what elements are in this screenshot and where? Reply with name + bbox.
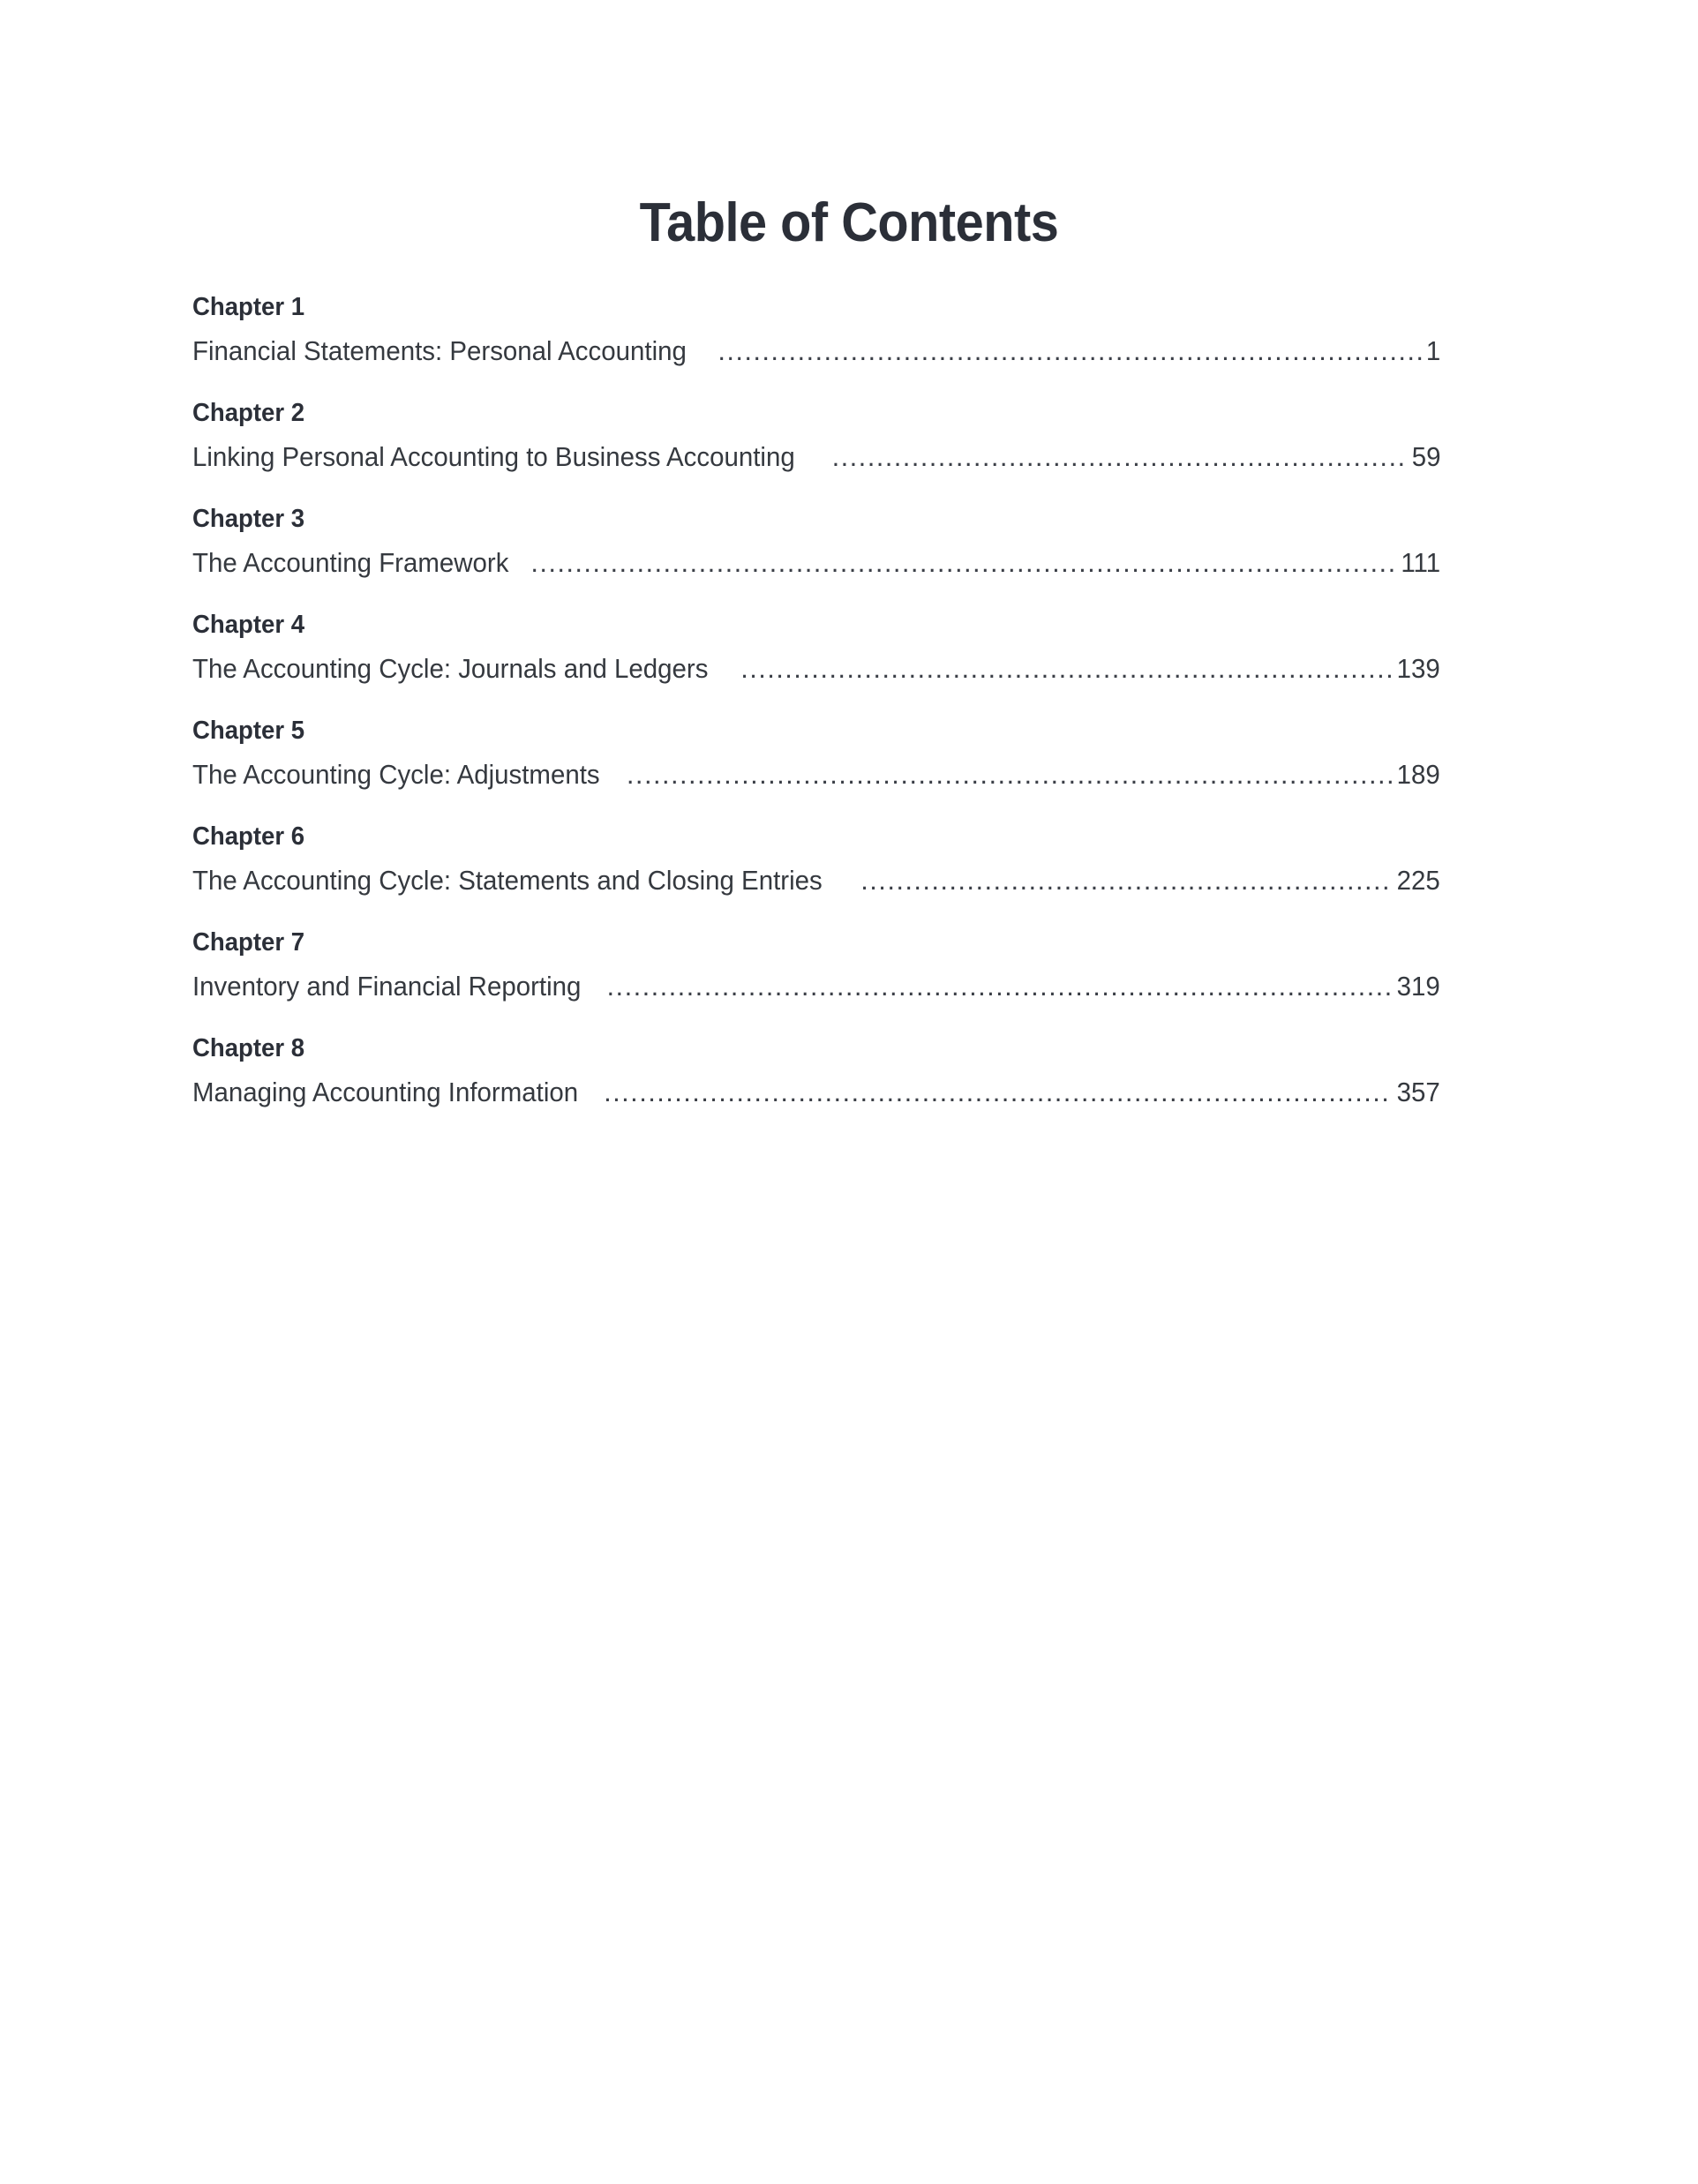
page-number: 139	[1396, 653, 1440, 684]
toc-entry[interactable]	[192, 507, 1440, 576]
dot-leader	[627, 761, 1393, 788]
toc-line[interactable]	[192, 655, 1440, 682]
page-number: 357	[1396, 1077, 1440, 1107]
toc-line[interactable]	[192, 1078, 1440, 1106]
toc-line[interactable]	[192, 972, 1440, 1000]
page-title: Table of Contents	[639, 191, 1059, 253]
toc-entry[interactable]	[192, 824, 1440, 894]
toc-entry[interactable]	[192, 1036, 1440, 1106]
chapter-label: Chapter 4	[192, 611, 305, 639]
dot-leader	[604, 1078, 1393, 1106]
toc-entry[interactable]	[192, 930, 1440, 1000]
chapter-label: Chapter 2	[192, 399, 305, 427]
chapter-title: The Accounting Cycle: Journals and Ledgers	[192, 653, 709, 684]
toc-entry[interactable]	[192, 718, 1440, 788]
dot-leader	[832, 443, 1409, 470]
chapter-label: Chapter 7	[192, 928, 305, 957]
chapter-title: The Accounting Cycle: Statements and Closing Entries	[192, 865, 823, 896]
chapter-title: Managing Accounting Information	[192, 1077, 579, 1107]
page-number: 189	[1396, 759, 1440, 790]
chapter-title: Financial Statements: Personal Accounting	[192, 335, 687, 366]
dot-leader	[718, 337, 1423, 364]
dot-leader	[860, 867, 1393, 894]
table-of-contents-list	[192, 295, 1440, 1106]
chapter-title: Linking Personal Accounting to Business Accounting	[192, 441, 795, 472]
dot-leader	[740, 655, 1393, 682]
chapter-label: Chapter 8	[192, 1034, 305, 1062]
page-number: 111	[1401, 547, 1440, 578]
chapter-label: Chapter 6	[192, 822, 305, 851]
toc-line[interactable]	[192, 337, 1440, 364]
chapter-title: The Accounting Framework	[192, 547, 509, 578]
chapter-label: Chapter 5	[192, 717, 305, 745]
dot-leader	[607, 972, 1394, 1000]
toc-line[interactable]	[192, 761, 1440, 788]
chapter-label: Chapter 1	[192, 293, 305, 321]
dot-leader	[530, 549, 1397, 576]
toc-line[interactable]	[192, 443, 1440, 470]
toc-entry[interactable]	[192, 295, 1440, 364]
toc-line[interactable]	[192, 867, 1440, 894]
page-number: 59	[1411, 441, 1440, 472]
page-number: 319	[1396, 971, 1440, 1002]
chapter-title: Inventory and Financial Reporting	[192, 971, 582, 1002]
page-number: 225	[1396, 865, 1440, 896]
toc-entry[interactable]	[192, 612, 1440, 682]
chapter-title: The Accounting Cycle: Adjustments	[192, 759, 600, 790]
page-number: 1	[1425, 335, 1440, 366]
chapter-label: Chapter 3	[192, 505, 305, 533]
toc-line[interactable]	[192, 549, 1440, 576]
toc-entry[interactable]	[192, 401, 1440, 470]
